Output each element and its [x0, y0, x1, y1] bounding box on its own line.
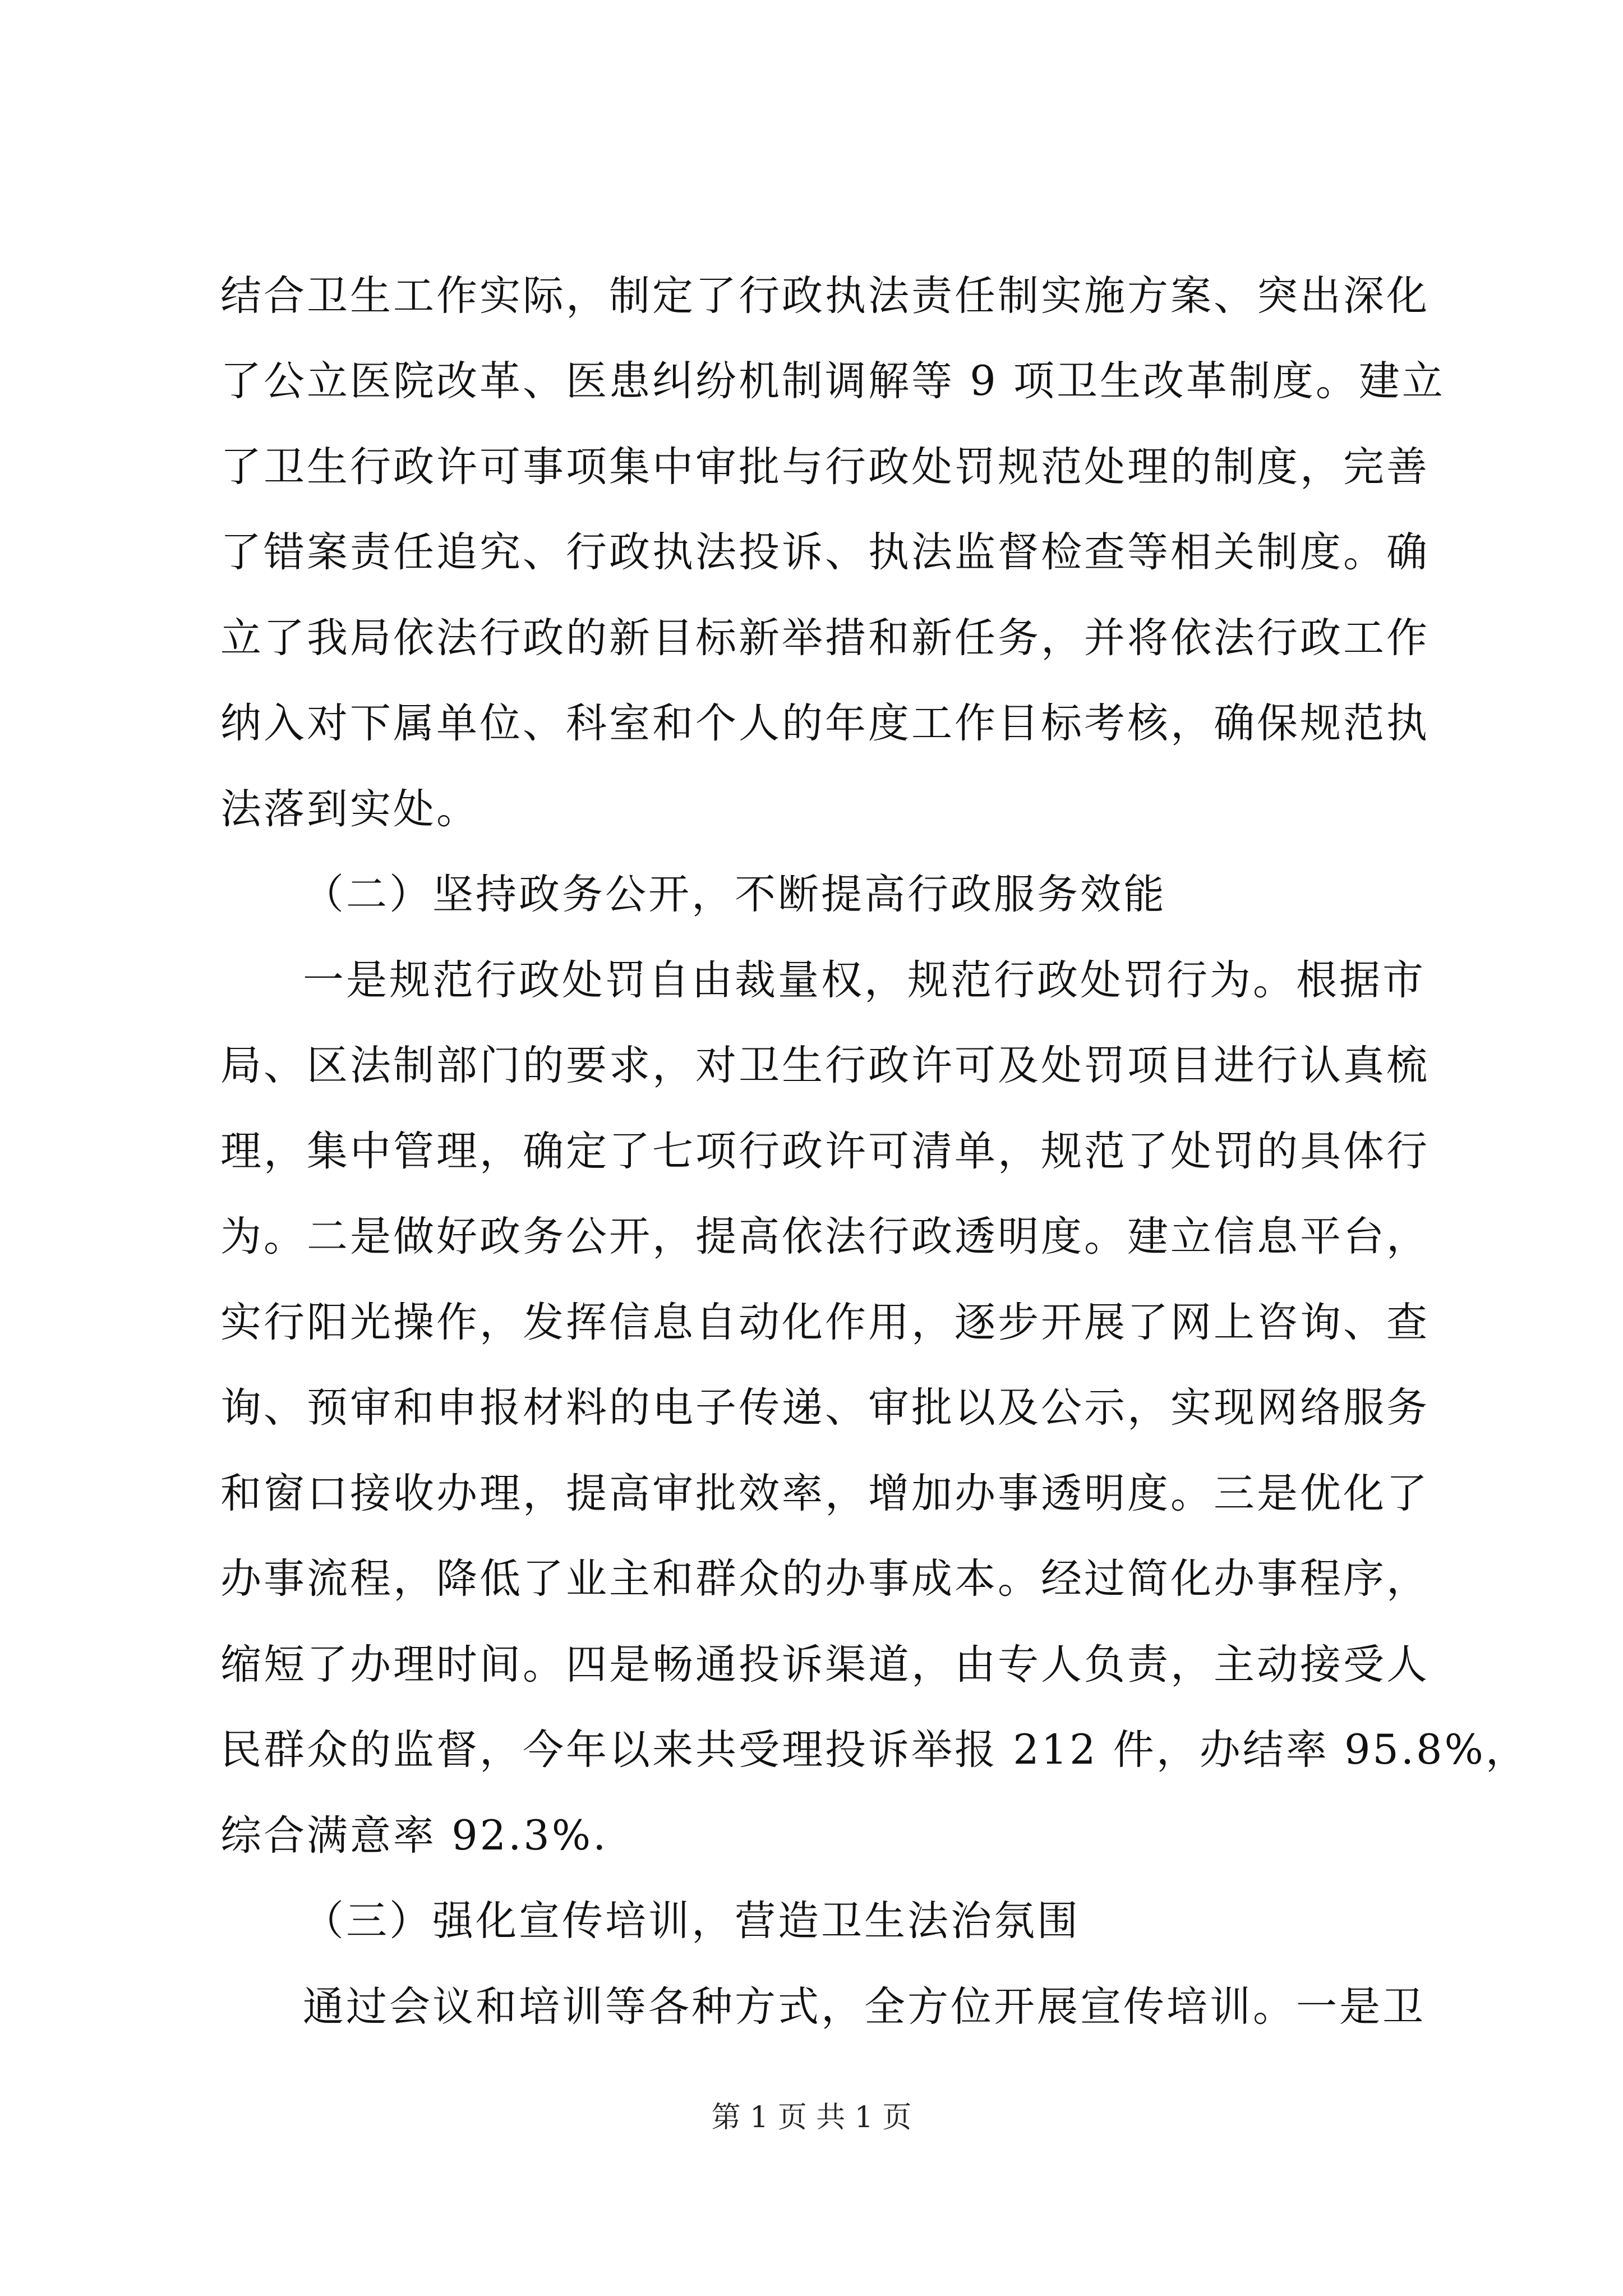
paragraph-line: 缩短了办理时间。四是畅通投诉渠道，由专人负责，主动接受人 — [220, 1641, 1430, 1688]
paragraph-line: 实行阳光操作，发挥信息自动化作用，逐步开展了网上咨询、查 — [220, 1299, 1430, 1346]
paragraph-line: 理，集中管理，确定了七项行政许可清单，规范了处罚的具体行 — [220, 1128, 1430, 1175]
paragraph-line: 民群众的监督，今年以来共受理投诉举报 212 件，办结率 95.8%， — [220, 1726, 1529, 1774]
page-footer: 第 1 页 共 1 页 — [711, 2101, 912, 2134]
paragraph-line: 局、区法制部门的要求，对卫生行政许可及处罚项目进行认真梳 — [220, 1042, 1430, 1089]
section-heading: （二）坚持政务公开，不断提高行政服务效能 — [303, 871, 1166, 918]
paragraph-line: 立了我局依法行政的新目标新举措和新任务，并将依法行政工作 — [220, 614, 1430, 662]
paragraph-line: 结合卫生工作实际，制定了行政执法责任制实施方案、突出深化 — [220, 272, 1430, 320]
paragraph-line: 了错案责任追究、行政执法投诉、执法监督检查等相关制度。确 — [220, 528, 1430, 576]
section-heading: （三）强化宣传培训，营造卫生法治氛围 — [303, 1897, 1080, 1945]
paragraph-line: 一是规范行政处罚自由裁量权，规范行政处罚行为。根据市 — [303, 956, 1426, 1004]
paragraph-line: 办事流程，降低了业主和群众的办事成本。经过简化办事程序， — [220, 1555, 1430, 1603]
paragraph-line: 法落到实处。 — [220, 785, 479, 833]
paragraph-line: 为。二是做好政务公开，提高依法行政透明度。建立信息平台， — [220, 1213, 1430, 1260]
paragraph-line: 询、预审和申报材料的电子传递、审批以及公示，实现网络服务 — [220, 1384, 1430, 1432]
paragraph-line: 纳入对下属单位、科室和个人的年度工作目标考核，确保规范执 — [220, 700, 1430, 747]
paragraph-line: 综合满意率 92.3%. — [220, 1812, 608, 1860]
paragraph-line: 通过会议和培训等各种方式，全方位开展宣传培训。一是卫 — [303, 1983, 1426, 2031]
paragraph-line: 了卫生行政许可事项集中审批与行政处罚规范处理的制度，完善 — [220, 443, 1430, 491]
paragraph-line: 了公立医院改革、医患纠纷机制调解等 9 项卫生改革制度。建立 — [220, 357, 1445, 405]
paragraph-line: 和窗口接收办理，提高审批效率，增加办事透明度。三是优化了 — [220, 1470, 1430, 1517]
